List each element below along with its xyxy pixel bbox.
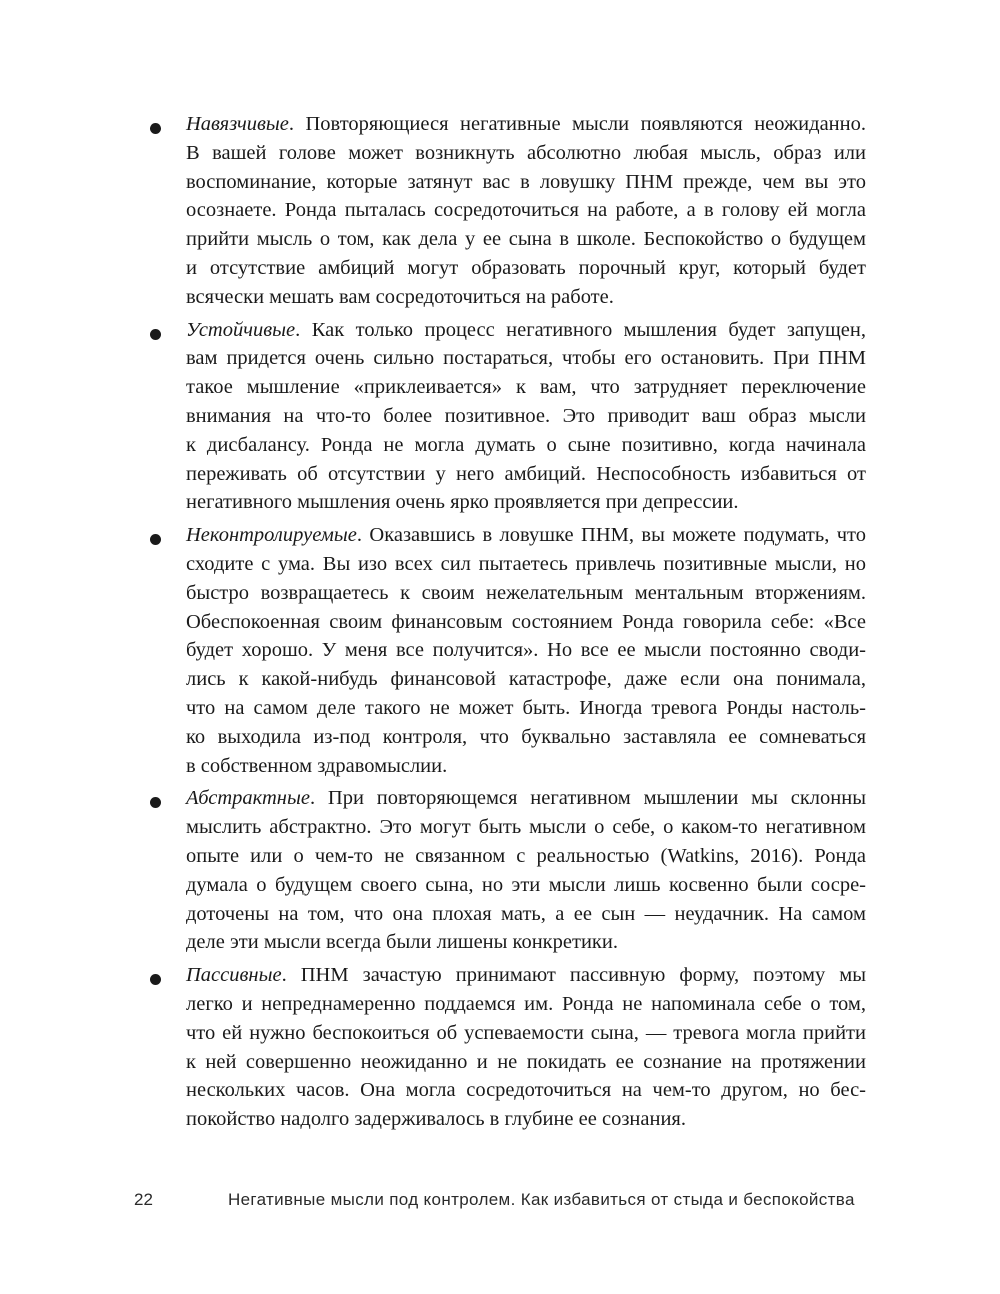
bullet-item-persistent: [0, 316, 1000, 518]
bullet-line: опыте или о чем-то не связанном с реальностью (Watkins, 2016). Ронда: [186, 844, 866, 867]
bullet-line: [186, 784, 866, 813]
bullet-dot-icon: [150, 329, 161, 340]
bullet-line: такое мышление «приклеивается» к вам, что затрудняет переключение: [186, 376, 866, 399]
bullet-line: к ней совершенно неожиданно и не покидать ее сознание на протяжении: [186, 1050, 866, 1073]
bullet-line: ко выходила из-под контроля, что буквально заставляла ее сомневаться: [186, 725, 866, 748]
bullet-text: . ПНМ зачастую принимают пассивную форму, поэтому мы: [281, 964, 866, 987]
bullet-term: Устойчивые: [186, 318, 296, 341]
running-title: Негативные мысли под контролем. Как избавиться от стыда и беспокойства: [228, 1190, 855, 1209]
bullet-line: [186, 316, 866, 345]
bullet-line: осознаете. Ронда пыталась сосредоточиться на работе, а в голову ей могла: [186, 199, 866, 222]
bullet-line: что на самом деле такого не может быть. Иногда тревога Ронды настоль-: [186, 696, 866, 719]
bullet-line: прийти мысль о том, как дела у ее сына в школе. Беспокойство о будущем: [186, 228, 866, 251]
bullet-line: будет хорошо. У меня все получится». Но все ее мысли постоянно своди-: [186, 639, 866, 662]
bullet-line: мыслить абстрактно. Это могут быть мысли о себе, о каком-то негативном: [186, 816, 866, 839]
bullet-term: Абстрактные: [186, 787, 310, 810]
bullet-line: лись к какой-нибудь финансовой катастрофе, даже если она понимала,: [186, 668, 866, 691]
bullet-line: [186, 961, 866, 990]
bullet-item-passive: [0, 961, 1000, 1134]
bullet-term: Пассивные: [186, 964, 282, 987]
bullet-item-intrusive: [0, 110, 1000, 312]
page-footer: [0, 1186, 1000, 1216]
bullet-line: легко и непреднамеренно поддаемся им. Ронда не напоминала себе о том,: [186, 992, 866, 1015]
bullet-line: вам придется очень сильно постараться, чтобы его остановить. При ПНМ: [186, 347, 866, 370]
bullet-dot-icon: [150, 123, 161, 134]
bullet-item-abstract: [0, 784, 1000, 957]
bullet-line: нескольких часов. Она могла сосредоточиться на чем-то другом, но бес-: [186, 1079, 866, 1102]
bullet-dot-icon: [150, 797, 161, 808]
bullet-dot-icon: [150, 534, 161, 545]
bullet-line: всячески мешать вам сосредоточиться на работе.: [186, 285, 614, 308]
bullet-line: покойство надолго задерживалось в глубине ее сознания.: [186, 1108, 686, 1131]
bullet-line: переживать об отсутствии у него амбиций. Неспособность избавиться от: [186, 462, 866, 485]
bullet-text: . Оказавшись в ловушке ПНМ, вы можете подумать, что: [356, 524, 866, 547]
bullet-line: деле эти мысли всегда были лишены конкретики.: [186, 931, 618, 954]
bullet-text: . При повторяющемся негативном мышлении мы склонны: [309, 787, 866, 810]
bullet-term: Навязчивые: [186, 113, 289, 135]
bullet-text: . Повторяющиеся негативные мысли появляются неожиданно.: [288, 113, 866, 135]
bullet-dot-icon: [150, 974, 161, 985]
bullet-list: [0, 110, 1000, 1138]
bullet-line: [186, 521, 866, 550]
page-number: 22: [134, 1190, 153, 1209]
bullet-line: [186, 110, 866, 139]
bullet-line: в собственном здравомыслии.: [186, 754, 448, 777]
bullet-line: доточены на том, что она плохая мать, а ее сын — неудачник. На самом: [186, 902, 866, 925]
bullet-line: сходите с ума. Вы изо всех сил пытаетесь привлечь позитивные мысли, но: [186, 552, 866, 575]
bullet-term: Неконтролируемые: [186, 524, 357, 547]
bullet-line: воспоминание, которые затянут вас в ловушку ПНМ прежде, чем вы это: [186, 170, 866, 193]
bullet-line: и отсутствие амбиций могут образовать порочный круг, который будет: [186, 256, 866, 279]
bullet-text: . Как только процесс негативного мышления будет запущен,: [295, 318, 866, 341]
bullet-line: быстро возвращаетесь к своим нежелательным ментальным вторжениям.: [186, 581, 866, 604]
bullet-line: негативного мышления очень ярко проявляется при депрессии.: [186, 491, 739, 514]
bullet-line: В вашей голове может возникнуть абсолютно любая мысль, образ или: [186, 141, 866, 164]
bullet-line: внимания на что-то более позитивное. Это приводит ваш образ мысли: [186, 404, 866, 427]
bullet-item-uncontrollable: [0, 521, 1000, 780]
bullet-line: что ей нужно беспокоиться об успеваемости сына, — тревога могла прийти: [186, 1021, 866, 1044]
bullet-line: к дисбалансу. Ронда не могла думать о сыне позитивно, когда начинала: [186, 433, 866, 456]
bullet-line: Обеспокоенная своим финансовым состоянием Ронда говорила себе: «Все: [186, 610, 866, 633]
bullet-line: думала о будущем своего сына, но эти мысли лишь косвенно были сосре-: [186, 873, 866, 896]
